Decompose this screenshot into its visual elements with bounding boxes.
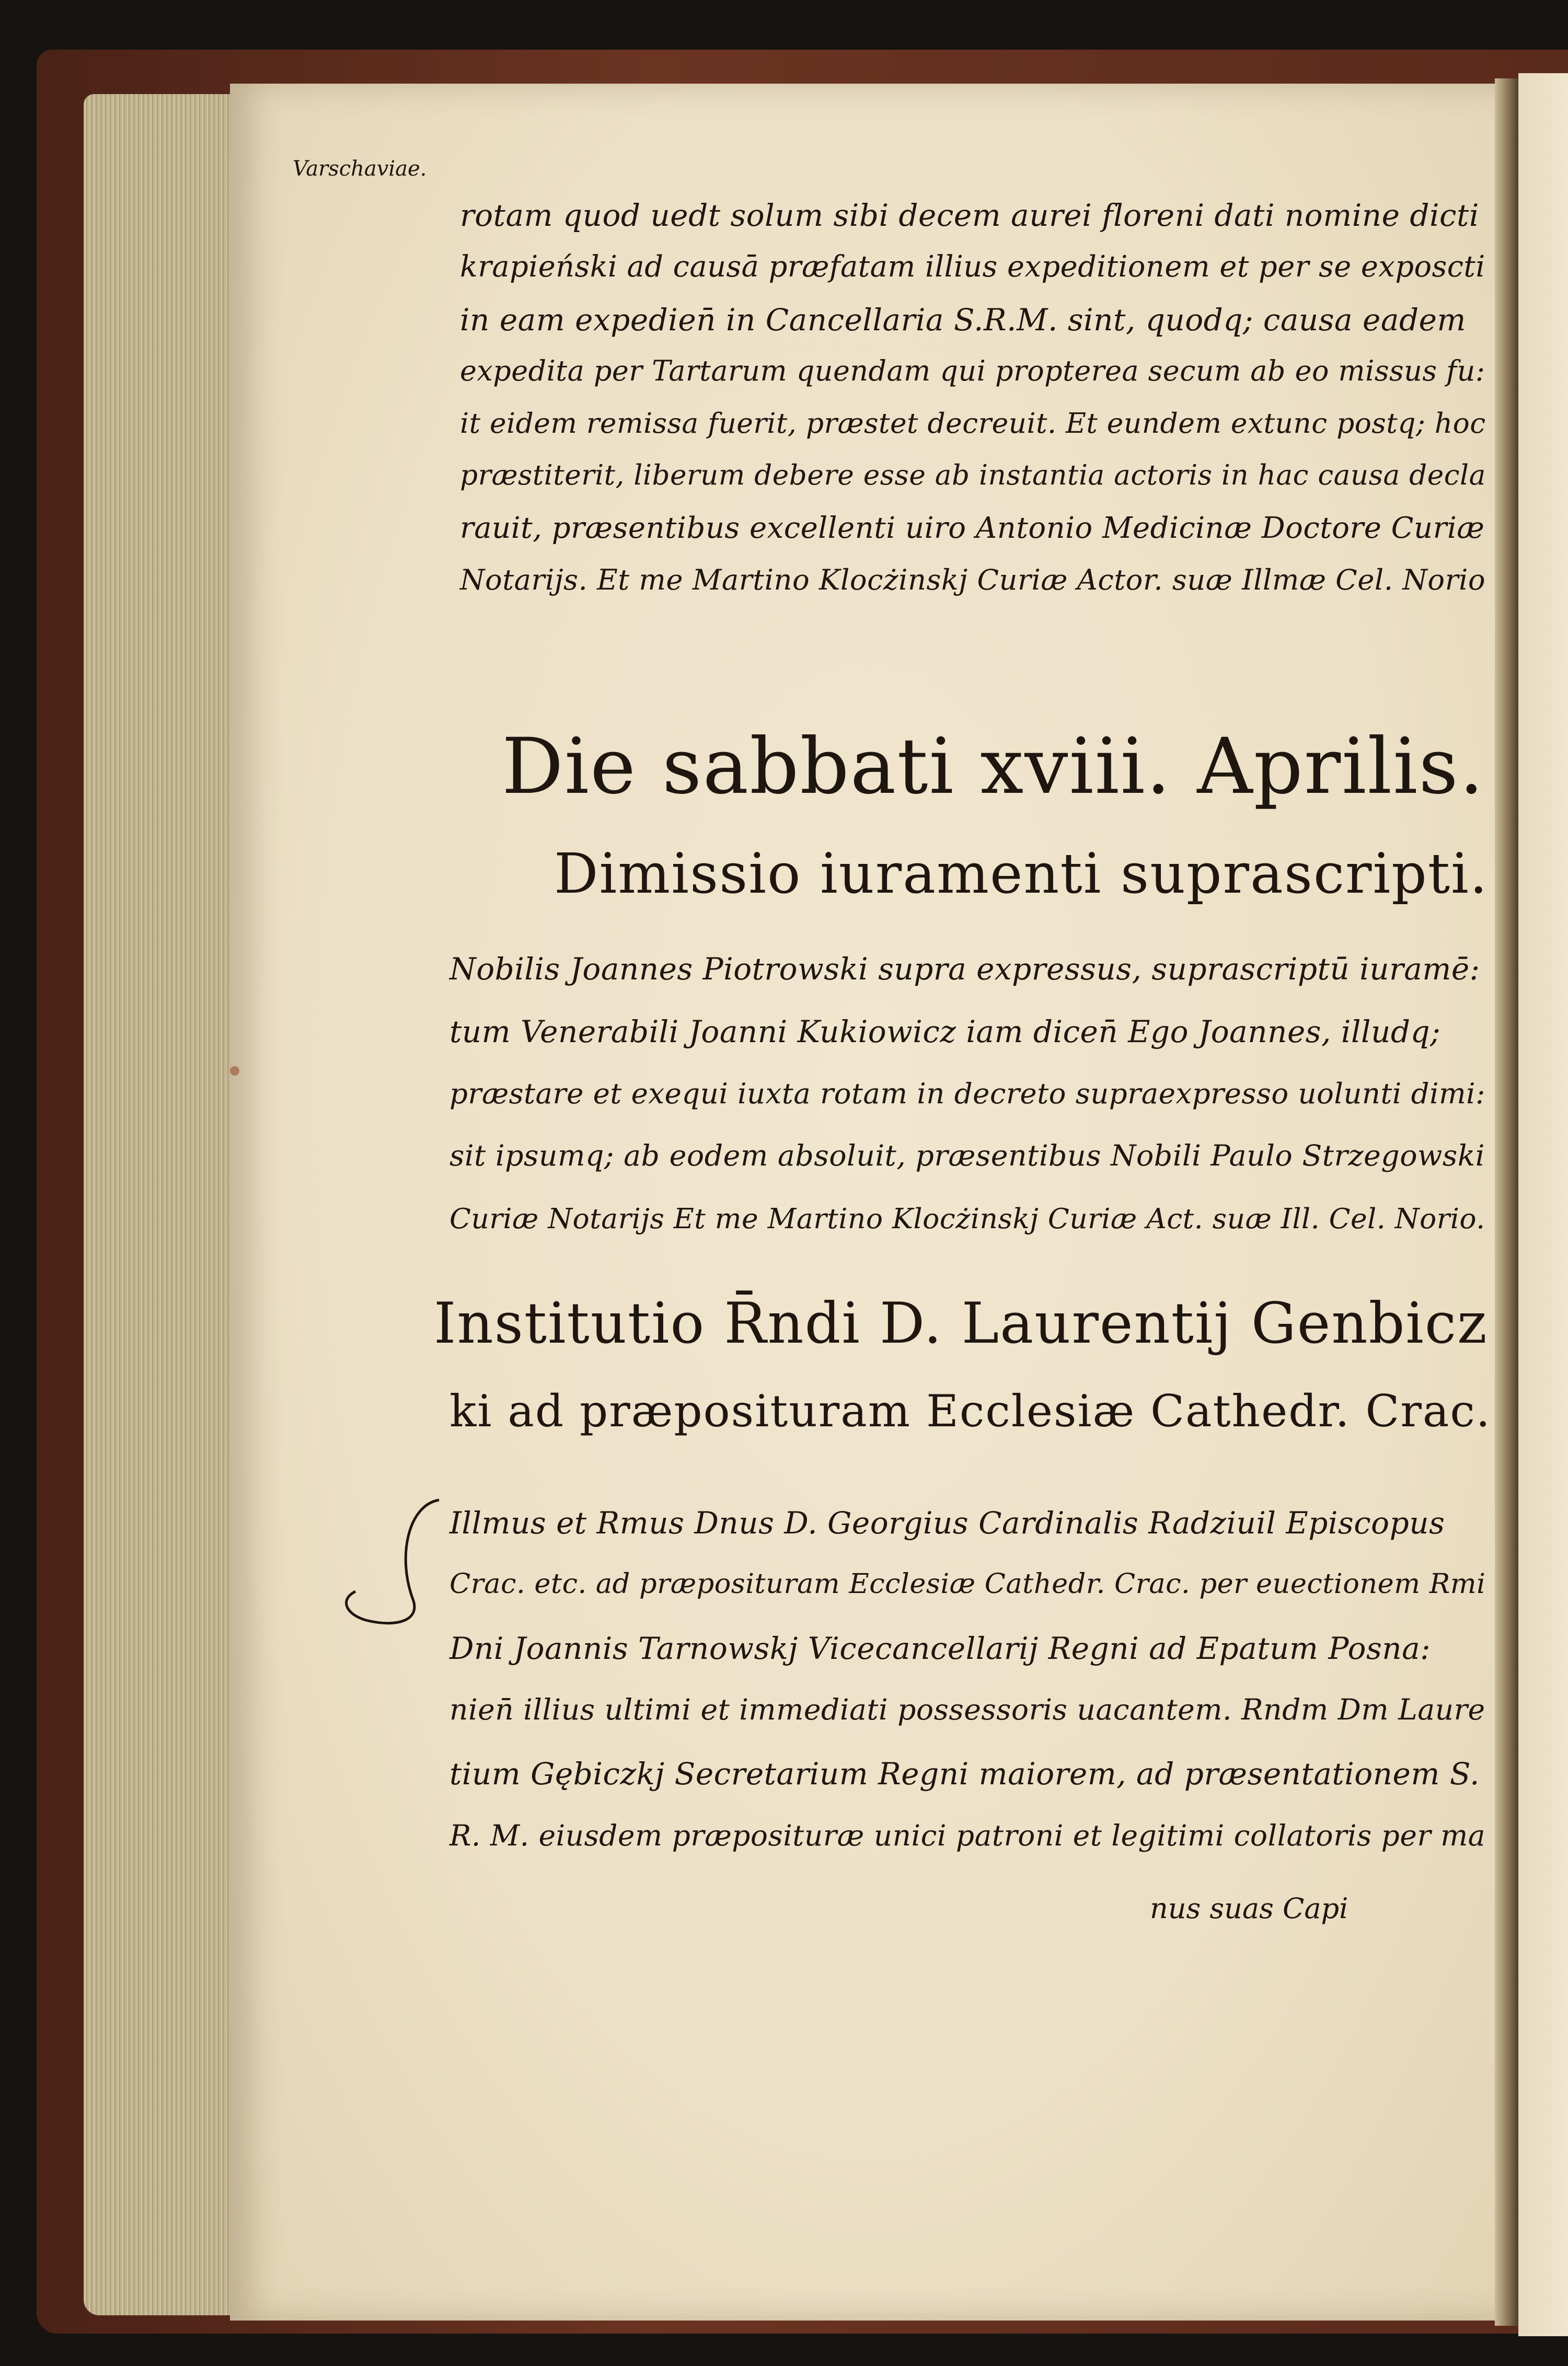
text-line: tium Gębiczkj Secretarium Regni maiorem, ad præsentationem S.	[449, 1756, 1480, 1792]
text-line: præstiterit, liberum debere esse ab instantia actoris in hac causa decla	[460, 459, 1486, 491]
text-line: it eidem remissa fuerit, præstet decreuit. Et eundem extunc postq; hoc	[460, 407, 1486, 440]
text-line: Crac. etc. ad præposituram Ecclesiæ Cathedr. Crac. per euectionem Rmi	[449, 1568, 1486, 1600]
text-line: sit ipsumq; ab eodem absoluit, præsentibus Nobili Paulo Strzegowski	[449, 1139, 1485, 1173]
section-heading: Institutio R̄ndi D. Laurentij Genbicz	[434, 1291, 1488, 1356]
text-line: in eam expedien̄ in Cancellaria S.R.M. sint, quodq; causa eadem	[460, 302, 1466, 338]
section-heading: ki ad præposituram Ecclesiæ Cathedr. Crac.	[449, 1385, 1491, 1437]
text-line: Curiæ Notarijs Et me Martino Klocżinskj Curiæ Act. suæ Ill. Cel. Norio.	[449, 1202, 1485, 1235]
text-line: rauit, præsentibus excellenti uiro Antonio Medicinæ Doctore Curiæ	[460, 511, 1485, 545]
flourish-initial-icon	[335, 1495, 455, 1631]
facing-page-edge	[1518, 73, 1568, 2336]
page-fore-edge	[84, 94, 240, 2315]
text-line: rotam quod uedt solum sibi decem aurei floreni dati nomine dicti	[460, 198, 1479, 233]
margin-note: Varschaviae.	[293, 157, 427, 181]
text-line: krapieński ad causā præfatam illius expeditionem et per se exposcti	[460, 250, 1485, 284]
catchword: nus suas Capi	[1150, 1892, 1348, 1925]
text-line: Illmus et Rmus Dnus D. Georgius Cardinalis Radziuil Episcopus	[449, 1505, 1445, 1541]
text-line: nien̄ illius ultimi et immediati possessoris uacantem. Rndm Dm Laure	[449, 1693, 1485, 1727]
text-line: R. M. eiusdem præposituræ unici patroni et legitimi collatoris per ma	[449, 1819, 1486, 1852]
section-heading: Die sabbati xviii. Aprilis.	[502, 721, 1485, 811]
text-line: tum Venerabili Joanni Kukiowicz iam dicen̄ Ego Joannes, illudq;	[449, 1014, 1441, 1049]
text-line: Dni Joannis Tarnowskj Vicecancellarij Regni ad Epatum Posna:	[449, 1631, 1431, 1666]
ink-stain	[230, 1066, 239, 1076]
text-line: expedita per Tartarum quendam qui propterea secum ab eo missus fu:	[460, 354, 1485, 387]
book-gutter	[1495, 78, 1521, 2326]
text-line: præstare et exequi iuxta rotam in decreto supraexpresso uolunti dimi:	[449, 1077, 1485, 1110]
section-heading: Dimissio iuramenti suprascripti.	[554, 841, 1489, 906]
text-line: Nobilis Joannes Piotrowski supra expressus, suprascriptū iuramē:	[449, 951, 1480, 987]
text-line: Notarijs. Et me Martino Klocżinskj Curiæ Actor. suæ Illmæ Cel. Norio	[460, 563, 1486, 596]
